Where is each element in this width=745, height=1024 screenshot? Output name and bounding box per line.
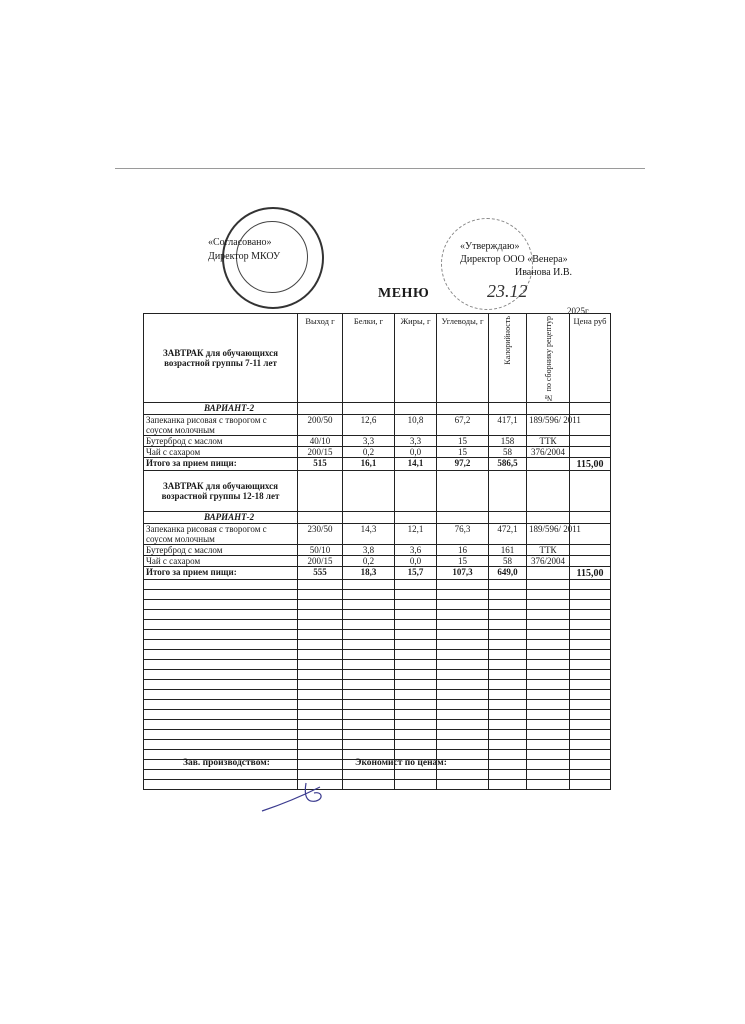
total-out: 555: [298, 567, 343, 580]
col-price-header: Цена руб: [570, 314, 611, 403]
empty-row: [144, 730, 611, 740]
dish-carbs: 67,2: [437, 415, 489, 436]
dish-recipe: 189/596/ 2011: [527, 415, 570, 436]
total-carbs: 107,3: [437, 567, 489, 580]
dish-name: Чай с сахаром: [144, 556, 298, 567]
dish-kcal: 58: [489, 556, 527, 567]
empty-row: [144, 720, 611, 730]
table-row: [144, 556, 611, 567]
dish-name: Запеканка рисовая с творогом с соусом молочным: [144, 415, 298, 436]
dish-name: Чай с сахаром: [144, 447, 298, 458]
dish-carbs: 15: [437, 556, 489, 567]
empty-row: [144, 600, 611, 610]
table-row: [144, 447, 611, 458]
footer-production-label: Зав. производством:: [183, 758, 270, 768]
col-protein-header: Белки, г: [343, 314, 395, 403]
empty-row: [144, 780, 611, 790]
dish-kcal: 417,1: [489, 415, 527, 436]
table-row: [144, 436, 611, 447]
footer-economist-label: Экономист по ценам:: [355, 758, 447, 768]
empty-row: [144, 620, 611, 630]
dish-out: 200/15: [298, 447, 343, 458]
approval-right-heading: «Утверждаю»: [460, 241, 520, 252]
empty-row: [144, 710, 611, 720]
dish-fat: 12,1: [395, 524, 437, 545]
table-row: [144, 415, 611, 436]
approval-right-position: Директор ООО «Венера»: [460, 254, 568, 265]
total-kcal: 586,5: [489, 458, 527, 471]
dish-kcal: 158: [489, 436, 527, 447]
dish-fat: 3,3: [395, 436, 437, 447]
empty-row: [144, 590, 611, 600]
col-recipe-header: № по сборнику рецептур: [527, 314, 570, 403]
dish-recipe: 189/596/ 2011: [527, 524, 570, 545]
total-fat: 14,1: [395, 458, 437, 471]
empty-row: [144, 630, 611, 640]
dish-out: 40/10: [298, 436, 343, 447]
dish-carbs: 76,3: [437, 524, 489, 545]
dish-recipe: 376/2004: [527, 447, 570, 458]
total-protein: 18,3: [343, 567, 395, 580]
total-label: Итого за прием пищи:: [144, 458, 298, 471]
empty-row: [144, 690, 611, 700]
approval-left-heading: «Согласовано»: [208, 237, 272, 248]
section1-total-row: [144, 458, 611, 471]
year-label: 2025г.: [567, 306, 590, 316]
dish-recipe: ТТК: [527, 545, 570, 556]
empty-row: [144, 770, 611, 780]
dish-kcal: 472,1: [489, 524, 527, 545]
dish-protein: 12,6: [343, 415, 395, 436]
total-kcal: 649,0: [489, 567, 527, 580]
empty-row: [144, 700, 611, 710]
dish-out: 230/50: [298, 524, 343, 545]
total-carbs: 97,2: [437, 458, 489, 471]
dish-name: Бутерброд с маслом: [144, 545, 298, 556]
total-price: 115,00: [570, 458, 611, 471]
approval-left-block: [208, 236, 280, 264]
dish-kcal: 58: [489, 447, 527, 458]
total-fat: 15,7: [395, 567, 437, 580]
total-label: Итого за прием пищи:: [144, 567, 298, 580]
approval-left-position: Директор МКОУ: [208, 251, 281, 262]
dish-carbs: 15: [437, 447, 489, 458]
dish-carbs: 15: [437, 436, 489, 447]
col-out-header: Выход г: [298, 314, 343, 403]
menu-table: [143, 313, 611, 790]
empty-row: [144, 670, 611, 680]
scan-top-line: [115, 168, 645, 169]
table-row: [144, 545, 611, 556]
dish-protein: 3,8: [343, 545, 395, 556]
dish-protein: 3,3: [343, 436, 395, 447]
dish-fat: 0,0: [395, 447, 437, 458]
dish-out: 200/50: [298, 415, 343, 436]
col-fat-header: Жиры, г: [395, 314, 437, 403]
dish-out: 200/15: [298, 556, 343, 567]
table-header-row: [144, 314, 611, 403]
empty-row: [144, 740, 611, 750]
empty-row: [144, 680, 611, 690]
empty-row: [144, 580, 611, 590]
dish-protein: 14,3: [343, 524, 395, 545]
empty-row: [144, 660, 611, 670]
dish-kcal: 161: [489, 545, 527, 556]
dish-fat: 3,6: [395, 545, 437, 556]
section2-variant: ВАРИАНТ-2: [144, 512, 298, 524]
approval-right-name: Иванова И.В.: [515, 267, 573, 278]
dish-name: Запеканка рисовая с творогом с соусом молочным: [144, 524, 298, 545]
signature-scribble: [260, 775, 330, 815]
dish-name: Бутерброд с маслом: [144, 436, 298, 447]
dish-recipe: ТТК: [527, 436, 570, 447]
col-carbs-header: Углеводы, г: [437, 314, 489, 403]
section2-header-row: [144, 471, 611, 512]
handwritten-date: 23.12: [487, 281, 528, 301]
dish-protein: 0,2: [343, 447, 395, 458]
approval-right-block: [460, 240, 572, 279]
empty-row: [144, 610, 611, 620]
dish-carbs: 16: [437, 545, 489, 556]
dish-recipe: 376/2004: [527, 556, 570, 567]
empty-row: [144, 650, 611, 660]
dish-out: 50/10: [298, 545, 343, 556]
section1-variant: ВАРИАНТ-2: [144, 403, 298, 415]
section1-variant-row: [144, 403, 611, 415]
dish-fat: 0,0: [395, 556, 437, 567]
section1-title: ЗАВТРАК для обучающихся возрастной группы 7-11 лет: [144, 314, 298, 403]
total-price: 115,00: [570, 567, 611, 580]
total-protein: 16,1: [343, 458, 395, 471]
table-row: [144, 524, 611, 545]
section2-total-row: [144, 567, 611, 580]
section2-variant-row: [144, 512, 611, 524]
dish-fat: 10,8: [395, 415, 437, 436]
total-out: 515: [298, 458, 343, 471]
col-kcal-header: Калорийность: [489, 314, 527, 403]
empty-row: [144, 640, 611, 650]
page-title: МЕНЮ: [378, 286, 430, 301]
dish-protein: 0,2: [343, 556, 395, 567]
section2-title: ЗАВТРАК для обучающихся возрастной группы 12-18 лет: [144, 471, 298, 512]
